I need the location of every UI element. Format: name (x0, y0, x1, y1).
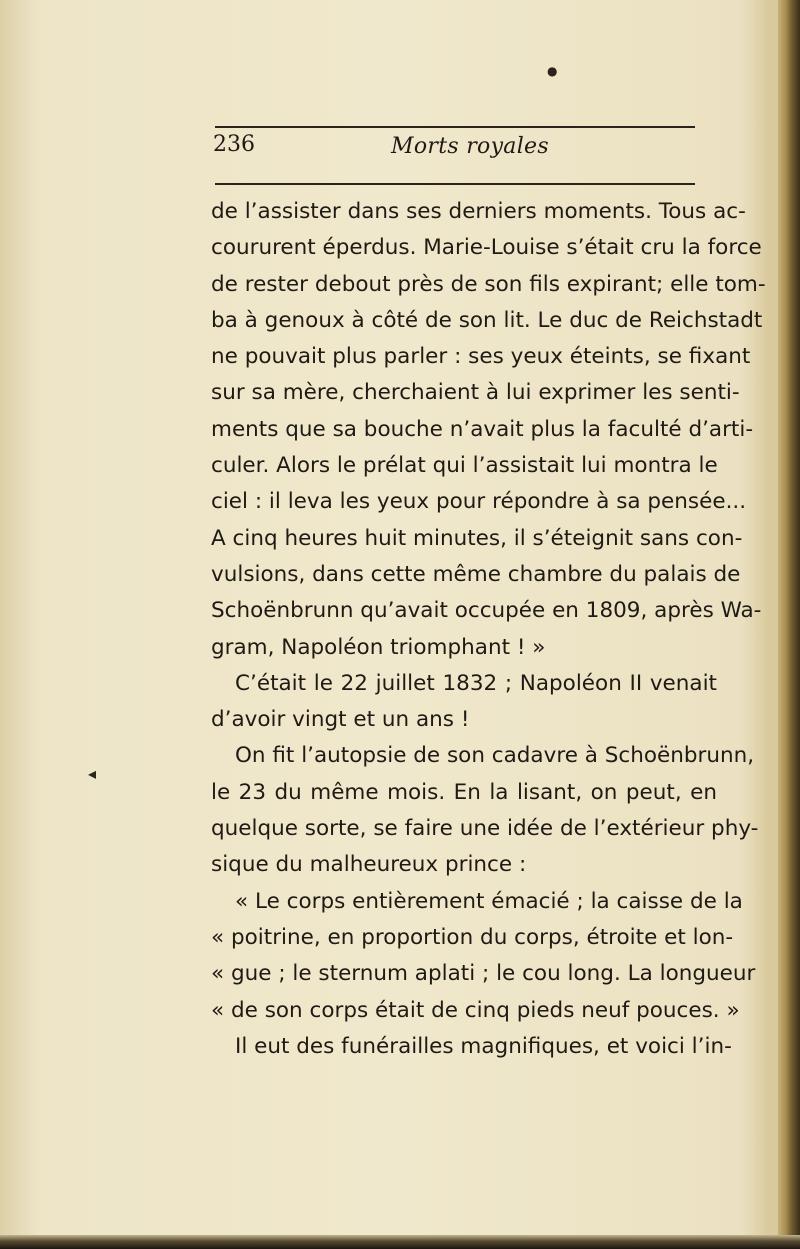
page-number: 236 (213, 132, 255, 157)
text-line: ne pouvait plus parler : ses yeux éteints, se fixant (211, 344, 751, 370)
text-line: C’était le 22 juillet 1832 ; Napoléon II venait (235, 670, 717, 696)
text-line: sique du malheureux prince : (211, 852, 527, 878)
ink-dot-mark: ● (547, 64, 558, 78)
header-rule-bottom (215, 183, 695, 185)
text-line: ciel : il leva les yeux pour répondre à sa pensée... (211, 489, 747, 515)
body-text (211, 194, 766, 1065)
text-line: ments que sa bouche n’avait plus la faculté d’arti- (211, 416, 754, 442)
text-line: ba à genoux à côté de son lit. Le duc de Reichstadt (211, 307, 763, 333)
text-line: d’avoir vingt et un ans ! (211, 707, 470, 733)
text-line: quelque sorte, se faire une idée de l’extérieur phy- (211, 816, 759, 842)
text-line: A cinq heures huit minutes, il s’éteignit sans con- (211, 525, 743, 551)
text-line: « poitrine, en proportion du corps, étroite et lon- (211, 924, 734, 950)
text-line: vulsions, dans cette même chambre du palais de (211, 561, 741, 587)
margin-arrow-mark: ◂ (88, 764, 97, 783)
running-title: Morts royales (391, 134, 549, 159)
text-line: Il eut des funérailles magnifiques, et voici l’in- (235, 1033, 732, 1059)
page-bottom-edge (0, 1235, 800, 1249)
text-line: coururent éperdus. Marie-Louise s’était cru la force (211, 235, 762, 261)
text-line: sur sa mère, cherchaient à lui exprimer les senti- (211, 380, 740, 406)
text-line: Schoënbrunn qu’avait occupée en 1809, après Wa- (211, 598, 762, 624)
text-line: « de son corps était de cinq pieds neuf pouces. » (211, 997, 740, 1023)
book-spine-edge (778, 0, 800, 1249)
text-line: de rester debout près de son fils expirant; elle tom- (211, 271, 766, 297)
text-line: « gue ; le sternum aplati ; le cou long. La longueur (211, 961, 756, 987)
text-line: culer. Alors le prélat qui l’assistait lui montra le (211, 453, 718, 479)
text-line: On fit l’autopsie de son cadavre à Schoënbrunn, (235, 743, 755, 769)
page-header (213, 128, 693, 174)
text-line: « Le corps entièrement émacié ; la caisse de la (235, 888, 743, 914)
text-line: gram, Napoléon triomphant ! » (211, 634, 546, 660)
text-line: le 23 du même mois. En la lisant, on peut, en (211, 779, 717, 805)
text-line: de l’assister dans ses derniers moments. Tous ac- (211, 199, 746, 224)
